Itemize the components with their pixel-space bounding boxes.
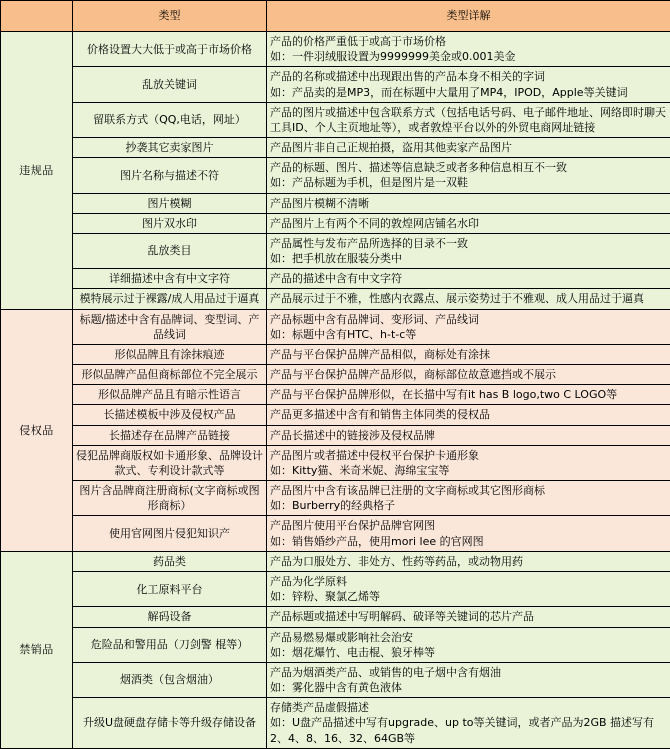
detail-line: 如：Kitty猫、米奇米妮、海绵宝宝等	[270, 463, 667, 478]
type-cell: 烟酒类（包含烟油）	[73, 662, 267, 697]
detail-line: 产品的标题、图片、描述等信息缺乏或者多种信息相互不一致	[270, 160, 667, 175]
detail-cell	[267, 425, 670, 445]
type-cell: 抄袭其它卖家图片	[73, 138, 267, 158]
type-cell: 价格设置大大低于或高于市场价格	[73, 32, 267, 67]
detail-line: 产品为化学原料	[270, 574, 667, 589]
table-row	[1, 551, 670, 571]
detail-cell	[267, 138, 670, 158]
type-cell: 长描述模板中涉及侵权产品	[73, 405, 267, 425]
table-row	[1, 233, 670, 268]
detail-line: 产品属性与发布产品所选择的目录不一致	[270, 236, 667, 251]
detail-line: 产品的价格严重低于或高于市场价格	[270, 34, 667, 49]
detail-line: 产品标题或描述中写明解码、破译等关键词的芯片产品	[270, 609, 667, 624]
type-cell: 形似品牌且有涂抹痕迹	[73, 344, 267, 364]
detail-line: 产品易燃易爆或影响社会治安	[270, 630, 667, 645]
type-cell: 侵犯品牌商版权如卡通形象、品牌设计款式、专利设计款式等	[73, 445, 267, 480]
detail-line: 产品图片中含有该品牌已注册的文字商标或其它图形商标	[270, 483, 667, 498]
type-cell: 图片名称与描述不符	[73, 158, 267, 193]
type-cell: 图片含品牌商注册商标(文字商标或图形商标）	[73, 481, 267, 516]
detail-cell	[267, 516, 670, 551]
type-cell: 化工原料平台	[73, 571, 267, 606]
table-row	[1, 571, 670, 606]
detail-cell	[267, 289, 670, 309]
detail-line: 产品与平台保护品牌形似，在长描中写有it has B logo,two C LOGO等	[270, 387, 667, 402]
table-row	[1, 193, 670, 213]
detail-line: 产品为烟酒类产品、或销售的电子烟中含有烟油	[270, 665, 667, 680]
table-row	[1, 627, 670, 662]
detail-cell	[267, 365, 670, 385]
table-row	[1, 516, 670, 551]
detail-cell	[267, 481, 670, 516]
detail-cell	[267, 102, 670, 137]
table-row	[1, 607, 670, 627]
table-row	[1, 425, 670, 445]
detail-cell	[267, 67, 670, 102]
detail-cell	[267, 405, 670, 425]
detail-line: 如：锌粉、聚氯乙烯等	[270, 589, 667, 604]
detail-cell	[267, 385, 670, 405]
table-row	[1, 158, 670, 193]
table-row	[1, 32, 670, 67]
table-row	[1, 309, 670, 344]
table-row	[1, 662, 670, 697]
type-cell: 乱放关键词	[73, 67, 267, 102]
detail-line: 存储类产品虚假描述	[270, 700, 667, 715]
detail-line: 如：雾化器中含有黄色液体	[270, 680, 667, 695]
table-row	[1, 289, 670, 309]
detail-line: 产品图片模糊不清晰	[270, 196, 667, 211]
table-header-row	[1, 1, 670, 32]
table-row	[1, 385, 670, 405]
type-cell: 使用官网图片侵犯知识产	[73, 516, 267, 551]
detail-line: 产品的名称或描述中出现跟出售的产品本身不相关的字词	[270, 69, 667, 84]
detail-line: 产品图片或者描述中侵权平台保护卡通形象	[270, 448, 667, 463]
detail-cell	[267, 158, 670, 193]
detail-line: 产品与平台保护品牌产品相似，商标处有涂抹	[270, 347, 667, 362]
table-row	[1, 445, 670, 480]
type-cell: 危险品和警用品（刀剑警 棍等）	[73, 627, 267, 662]
detail-line: 如：烟花爆竹、电击棍、狼牙棒等	[270, 645, 667, 660]
detail-line: 如：产品卖的是MP3，而在标题中大量用了MP4，IPOD，Apple等关键词	[270, 85, 667, 100]
detail-line: 产品展示过于不雅，性感内衣露点、展示姿势过于不雅观、成人用品过于逼真	[270, 291, 667, 306]
detail-line: 如：一件羽绒服设置为9999999美金或0.001美金	[270, 49, 667, 64]
table-row	[1, 213, 670, 233]
table-row	[1, 67, 670, 102]
detail-line: 产品图片上有两个不同的敦煌网店铺名水印	[270, 216, 667, 231]
type-cell: 模特展示过于裸露/成人用品过于逼真	[73, 289, 267, 309]
table-row	[1, 405, 670, 425]
detail-line: 产品与平台保护品牌产品形似，商标部位故意遮挡或不展示	[270, 367, 667, 382]
type-cell: 形似品牌产品但商标部位不完全展示	[73, 365, 267, 385]
detail-line: 产品的图片或描述中包含联系方式（包括电话号码、电子邮件地址、网络即时聊天工具ID、个人主页地址等），或者敦煌平台以外的外贸电商网址链接	[270, 105, 667, 135]
table-row	[1, 698, 670, 749]
detail-line: 如：销售婚纱产品，使用mori lee 的官网图	[270, 534, 667, 549]
detail-cell	[267, 344, 670, 364]
type-cell: 详细描述中含有中文字符	[73, 269, 267, 289]
category-cell: 侵权品	[1, 309, 73, 551]
detail-cell	[267, 627, 670, 662]
detail-line: 产品的描述中含有中文字符	[270, 271, 667, 286]
detail-cell	[267, 662, 670, 697]
detail-line: 如：标题中含有HTC、h-t-c等	[270, 327, 667, 342]
detail-line: 如：把手机放在服装分类中	[270, 251, 667, 266]
detail-line: 如：Burberry的经典格子	[270, 498, 667, 513]
detail-cell	[267, 551, 670, 571]
detail-cell	[267, 445, 670, 480]
type-cell: 长描述存在品牌产品链接	[73, 425, 267, 445]
detail-line: 如：U盘产品描述中写有upgrade、up to等关键词，或者产品为2GB 描述写有2、4、8、16、32、64GB等	[270, 715, 667, 745]
table-row	[1, 138, 670, 158]
detail-line: 产品长描述中的链接涉及侵权品牌	[270, 428, 667, 443]
type-cell: 解码设备	[73, 607, 267, 627]
table-row	[1, 481, 670, 516]
table-row	[1, 344, 670, 364]
type-cell: 药品类	[73, 551, 267, 571]
table-row	[1, 365, 670, 385]
detail-cell	[267, 32, 670, 67]
detail-cell	[267, 309, 670, 344]
type-cell: 升级U盘硬盘存储卡等升级存储设备	[73, 698, 267, 749]
type-cell: 形似品牌产品且有暗示性语言	[73, 385, 267, 405]
header-detail: 类型详解	[267, 1, 670, 32]
table-row	[1, 102, 670, 137]
table-row	[1, 269, 670, 289]
type-cell: 标题/描述中含有品牌词、变型词、产品线词	[73, 309, 267, 344]
detail-cell	[267, 607, 670, 627]
category-cell: 禁销品	[1, 551, 73, 748]
detail-cell	[267, 571, 670, 606]
type-cell: 图片模糊	[73, 193, 267, 213]
table-body	[1, 32, 670, 749]
detail-cell	[267, 269, 670, 289]
detail-line: 产品更多描述中含有和销售主体同类的侵权品	[270, 407, 667, 422]
detail-line: 产品标题中含有品牌词、变形词、产品线词	[270, 312, 667, 327]
type-cell: 乱放类目	[73, 233, 267, 268]
detail-cell	[267, 193, 670, 213]
type-cell: 留联系方式（QQ,电话，网址）	[73, 102, 267, 137]
detail-line: 产品为口服处方、非处方、性药等药品，或动物用药	[270, 554, 667, 569]
detail-cell	[267, 233, 670, 268]
detail-line: 产品图片使用平台保护品牌官网图	[270, 518, 667, 533]
header-category-blank	[1, 1, 73, 32]
category-cell: 违规品	[1, 32, 73, 310]
detail-cell	[267, 213, 670, 233]
header-type: 类型	[73, 1, 267, 32]
detail-cell	[267, 698, 670, 749]
type-cell: 图片双水印	[73, 213, 267, 233]
detail-line: 产品图片非自己正规拍摄，盗用其他卖家产品图片	[270, 140, 667, 155]
detail-line: 如：产品标题为手机，但是图片是一双鞋	[270, 175, 667, 190]
